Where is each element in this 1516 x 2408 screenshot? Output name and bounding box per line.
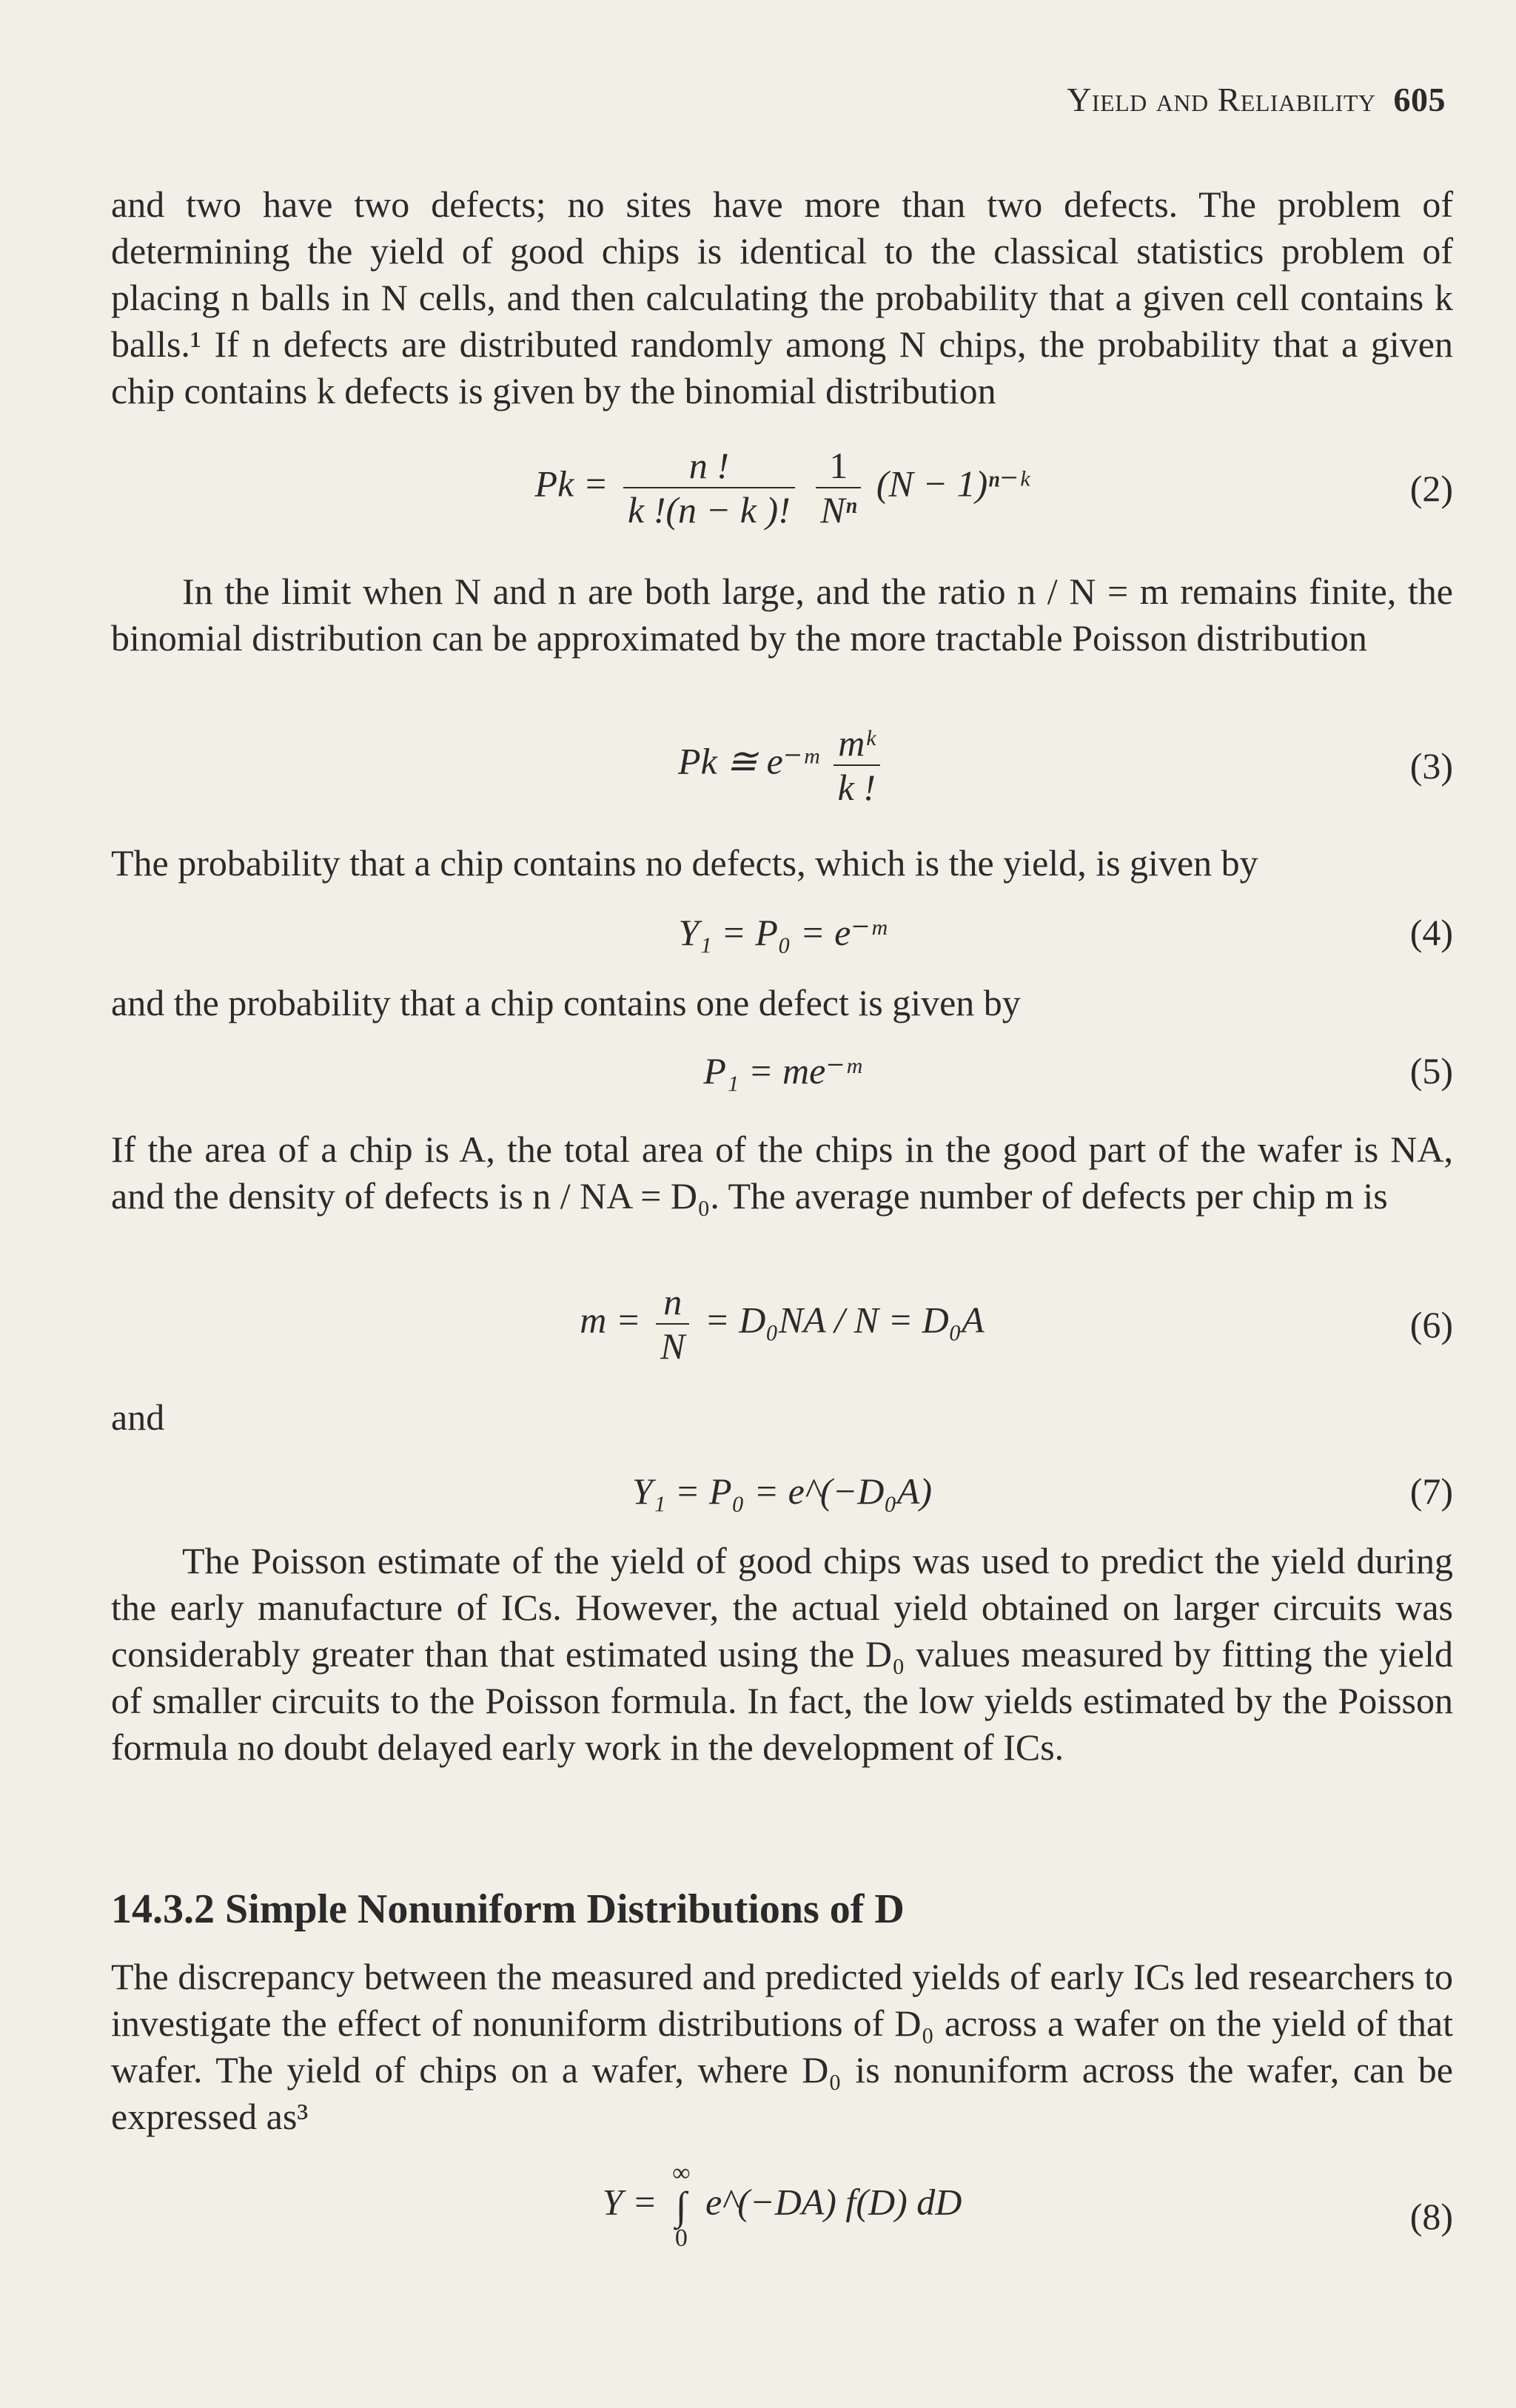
equation-4-number: (4) bbox=[1409, 912, 1453, 953]
equation-7 bbox=[111, 1469, 1453, 1513]
paragraph-3: The probability that a chip contains no defects, which is the yield, is given by bbox=[111, 842, 1258, 884]
paragraph-2: In the limit when N and n are both large, and the ratio n / N = m remains finite, the binomial distribution can be approximated by the more tractable Poisson distribution bbox=[111, 571, 1453, 659]
equation-2-numerator-2: 1 bbox=[816, 444, 861, 488]
equation-2-fraction-1 bbox=[623, 444, 795, 531]
equation-4 bbox=[111, 910, 1453, 955]
equation-8-body bbox=[111, 2157, 1453, 2255]
equation-5-body: P₁ = me⁻ᵐ bbox=[703, 1050, 861, 1092]
equation-3-denominator: k ! bbox=[837, 767, 876, 808]
equation-3-number: (3) bbox=[1409, 745, 1453, 787]
paragraph-7: The Poisson estimate of the yield of good chips was used to predict the yield during the early manufacture of ICs. However, the actual yield obtained on larger circuits was considerably greater than that estimated using the D₀ values measured by fitting the yield of smaller circuits to the Poisson formula. In fact, the low yields estimated by the Poisson formula no doubt delayed early work in the development of ICs. bbox=[111, 1540, 1453, 1768]
equation-4-body: Y₁ = P₀ = e⁻ᵐ bbox=[678, 912, 886, 953]
equation-2-rest: (N − 1)ⁿ⁻ᵏ bbox=[876, 463, 1030, 505]
equation-8-lhs: Y = bbox=[602, 2181, 657, 2223]
equation-7-body: Y₁ = P₀ = e^(−D₀A) bbox=[632, 1470, 932, 1512]
running-header bbox=[1067, 80, 1446, 119]
equation-8-integral bbox=[672, 2157, 690, 2255]
equation-2-numerator-1: n ! bbox=[623, 444, 795, 488]
equation-2-lhs: Pk = bbox=[534, 463, 608, 505]
equation-2 bbox=[111, 444, 1453, 540]
equation-3-numerator: mᵏ bbox=[834, 722, 880, 766]
equation-8-integral-sign: ∫ bbox=[675, 2184, 687, 2228]
equation-6 bbox=[111, 1280, 1453, 1376]
paragraph-8: The discrepancy between the measured and predicted yields of early ICs led researchers to investigate the effect of nonuniform distributions of D₀ across a wafer on the yield of that wafer. The yield of chips on a wafer, where D₀ is nonuniform across the wafer, can be expressed as³ bbox=[111, 1956, 1453, 2137]
paragraph-4: and the probability that a chip contains one defect is given by bbox=[111, 982, 1021, 1023]
equation-2-denominator-1: k !(n − k )! bbox=[628, 489, 791, 531]
equation-8 bbox=[111, 2157, 1453, 2276]
equation-8-rest: e^(−DA) f(D) dD bbox=[705, 2181, 962, 2223]
equation-6-rest: = D₀NA / N = D₀A bbox=[704, 1299, 985, 1341]
paragraph-5: If the area of a chip is A, the total area of the chips in the good part of the wafer is NA, and the density of defects is n / NA = D₀. The average number of defects per chip m is bbox=[111, 1129, 1453, 1217]
equation-2-denominator-2: Nⁿ bbox=[820, 489, 857, 531]
equation-7-number: (7) bbox=[1409, 1470, 1453, 1512]
running-header-title: Yield and Reliability bbox=[1067, 81, 1376, 118]
paragraph-1: and two have two defects; no sites have more than two defects. The problem of determining the yield of good chips is identical to the classical statistics problem of placing n balls in N cells, and then calculating the probability that a given cell contains k balls.¹ If n defects are distributed randomly among N chips, the probability that a given chip contains k defects is given by the binomial distribution bbox=[111, 184, 1453, 411]
equation-2-number: (2) bbox=[1409, 468, 1453, 509]
equation-8-upper-limit: ∞ bbox=[672, 2159, 691, 2187]
equation-8-lower-limit: 0 bbox=[674, 2224, 688, 2252]
equation-6-number: (6) bbox=[1409, 1304, 1453, 1345]
equation-2-fraction-2 bbox=[816, 444, 861, 531]
section-heading: 14.3.2 Simple Nonuniform Distributions of D bbox=[111, 1886, 905, 1932]
equation-2-body bbox=[111, 444, 1453, 531]
equation-6-denominator: N bbox=[660, 1325, 685, 1367]
equation-6-fraction bbox=[656, 1280, 689, 1368]
equation-3-body bbox=[111, 722, 1453, 809]
equation-6-body bbox=[111, 1280, 1453, 1368]
equation-6-lhs: m = bbox=[580, 1299, 641, 1341]
equation-3-fraction bbox=[834, 722, 880, 809]
equation-6-numerator: n bbox=[656, 1280, 689, 1325]
equation-8-number: (8) bbox=[1409, 2196, 1453, 2237]
equation-5-number: (5) bbox=[1409, 1050, 1453, 1092]
paragraph-6: and bbox=[111, 1396, 165, 1438]
equation-3-lhs: Pk ≅ e⁻ᵐ bbox=[678, 740, 819, 782]
equation-5 bbox=[111, 1049, 1453, 1093]
page-number: 605 bbox=[1393, 81, 1446, 118]
equation-3 bbox=[111, 722, 1453, 818]
